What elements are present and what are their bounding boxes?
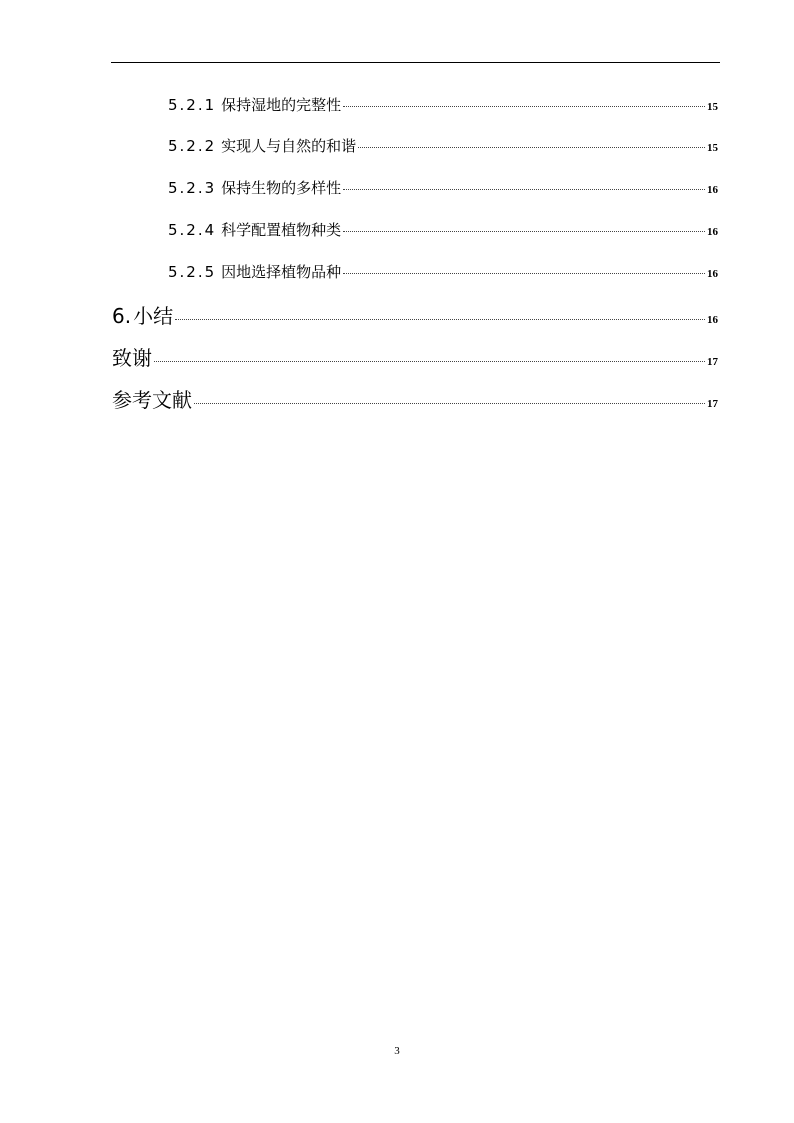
toc-dot-leader <box>343 189 705 190</box>
toc-entry-number: 5.2.4 <box>168 221 217 239</box>
toc-dot-leader <box>154 361 705 362</box>
toc-entry-title: 实现人与自然的和谐 <box>221 137 357 155</box>
toc-dot-leader <box>343 231 705 232</box>
toc-entry-page: 15 <box>707 101 718 113</box>
toc-dot-leader <box>358 147 705 148</box>
toc-entry-title: 保持湿地的完整性 <box>221 96 342 114</box>
toc-entry-page: 15 <box>707 142 718 154</box>
toc-entry-page: 17 <box>707 398 718 410</box>
toc-entry-page: 16 <box>707 268 718 280</box>
toc-entry-page: 17 <box>707 356 718 368</box>
toc-entry-5-2-3[interactable] <box>168 177 718 198</box>
toc-entry-acknowledgements[interactable] <box>112 342 718 371</box>
toc-entry-number: 5.2.1 <box>168 96 217 114</box>
header-rule <box>111 62 720 63</box>
toc-dot-leader <box>343 106 705 107</box>
toc-entry-5-2-5[interactable] <box>168 261 718 282</box>
toc-entry-page: 16 <box>707 184 718 196</box>
toc-entry-page: 16 <box>707 226 718 238</box>
toc-entry-number: 5.2.2 <box>168 137 217 155</box>
toc-entry-title: 致谢 <box>112 346 152 370</box>
toc-entry-number: 6. <box>112 304 132 328</box>
toc-entry-5-2-2[interactable] <box>168 135 718 156</box>
toc-entry-page: 16 <box>707 314 718 326</box>
toc-entry-title: 小结 <box>133 304 174 328</box>
toc-entry-6[interactable] <box>112 300 718 329</box>
toc-dot-leader <box>194 403 705 404</box>
toc-entry-title: 保持生物的多样性 <box>221 179 342 197</box>
toc-entry-5-2-1[interactable] <box>168 94 718 115</box>
toc-entry-references[interactable] <box>112 384 718 413</box>
toc-entry-title: 科学配置植物种类 <box>221 221 342 239</box>
toc-dot-leader <box>175 319 705 320</box>
toc-entry-number: 5.2.5 <box>168 263 217 281</box>
toc-entry-number: 5.2.3 <box>168 179 217 197</box>
toc-entry-5-2-4[interactable] <box>168 219 718 240</box>
toc-dot-leader <box>343 273 705 274</box>
toc-entry-title: 参考文献 <box>112 388 192 412</box>
page-number: 3 <box>394 1045 400 1057</box>
toc-entry-title: 因地选择植物品种 <box>221 263 342 281</box>
